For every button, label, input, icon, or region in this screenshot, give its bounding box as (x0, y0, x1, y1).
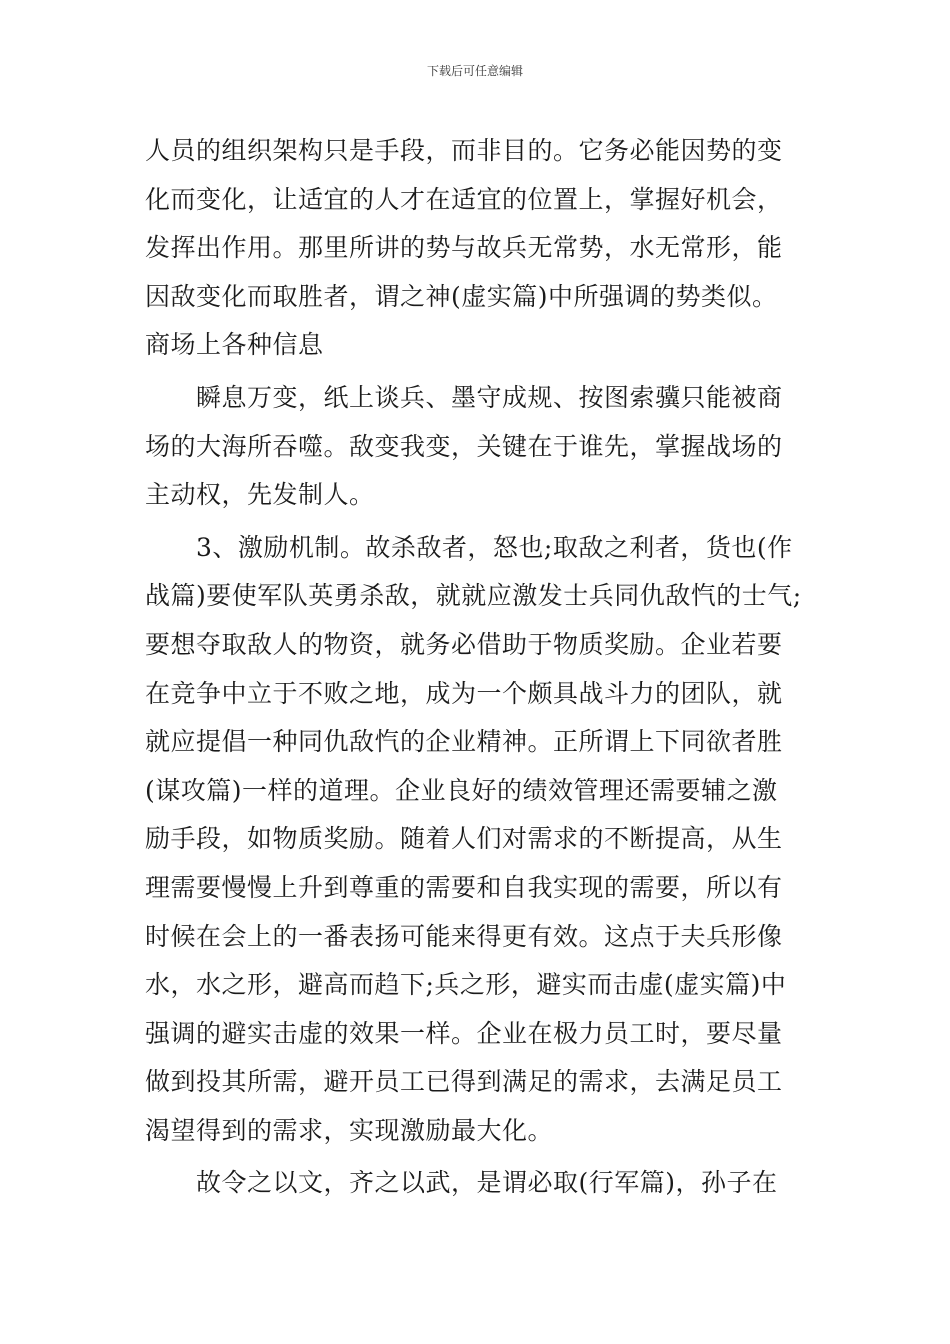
text-line: 3、激励机制。故杀敌者，怒也;取敌之利者，货也(作 (196, 532, 793, 562)
text-line: 水，水之形，避高而趋下;兵之形，避实而击虚(虚实篇)中 (145, 970, 787, 1000)
paragraph-1 (145, 127, 820, 370)
text-line: 故令之以文，齐之以武，是谓必取(行军篇)，孙子在 (196, 1168, 778, 1198)
text-line: 要想夺取敌人的物资，就务必借助于物质奖励。企业若要 (145, 629, 783, 659)
page-header: 下载后可任意编辑 (426, 64, 523, 78)
text-line: 理需要慢慢上升到尊重的需要和自我实现的需要，所以有 (145, 872, 783, 902)
text-line: 化而变化，让适宜的人才在适宜的位置上，掌握好机会， (145, 184, 783, 214)
text-line: 做到投其所需，避开员工已得到满足的需求，去满足员工 (145, 1067, 783, 1097)
text-line: 因敌变化而取胜者，谓之神(虚实篇)中所强调的势类似。 (145, 281, 778, 311)
text-line: 商场上各种信息 (145, 330, 324, 360)
text-line: 强调的避实击虚的效果一样。企业在极力员工时，要尽量 (145, 1018, 783, 1048)
paragraph-2 (145, 374, 820, 520)
text-line: 励手段，如物质奖励。随着人们对需求的不断提高，从生 (145, 824, 783, 854)
text-line: 渴望得到的需求，实现激励最大化。 (145, 1115, 554, 1145)
text-line: 战篇)要使军队英勇杀敌，就就应激发士兵同仇敌忾的士气; (145, 581, 802, 611)
body-text (145, 127, 820, 1208)
text-line: 场的大海所吞噬。敌变我变，关键在于谁先，掌握战场的 (145, 431, 783, 461)
text-line: (谋攻篇)一样的道理。企业良好的绩效管理还需要辅之激 (145, 775, 778, 805)
paragraph-4 (145, 1159, 820, 1208)
text-line: 时候在会上的一番表扬可能来得更有效。这点于夫兵形像 (145, 921, 783, 951)
text-line: 在竞争中立于不败之地，成为一个颇具战斗力的团队，就 (145, 678, 783, 708)
paragraph-3 (145, 524, 820, 1156)
text-line: 发挥出作用。那里所讲的势与故兵无常势，水无常形，能 (145, 233, 783, 263)
text-line: 主动权，先发制人。 (145, 480, 375, 510)
text-line: 人员的组织架构只是手段，而非目的。它务必能因势的变 (145, 136, 783, 165)
text-line: 就应提倡一种同仇敌忾的企业精神。正所谓上下同欲者胜 (145, 727, 783, 757)
text-line: 瞬息万变，纸上谈兵、墨守成规、按图索骥只能被商 (196, 382, 783, 412)
